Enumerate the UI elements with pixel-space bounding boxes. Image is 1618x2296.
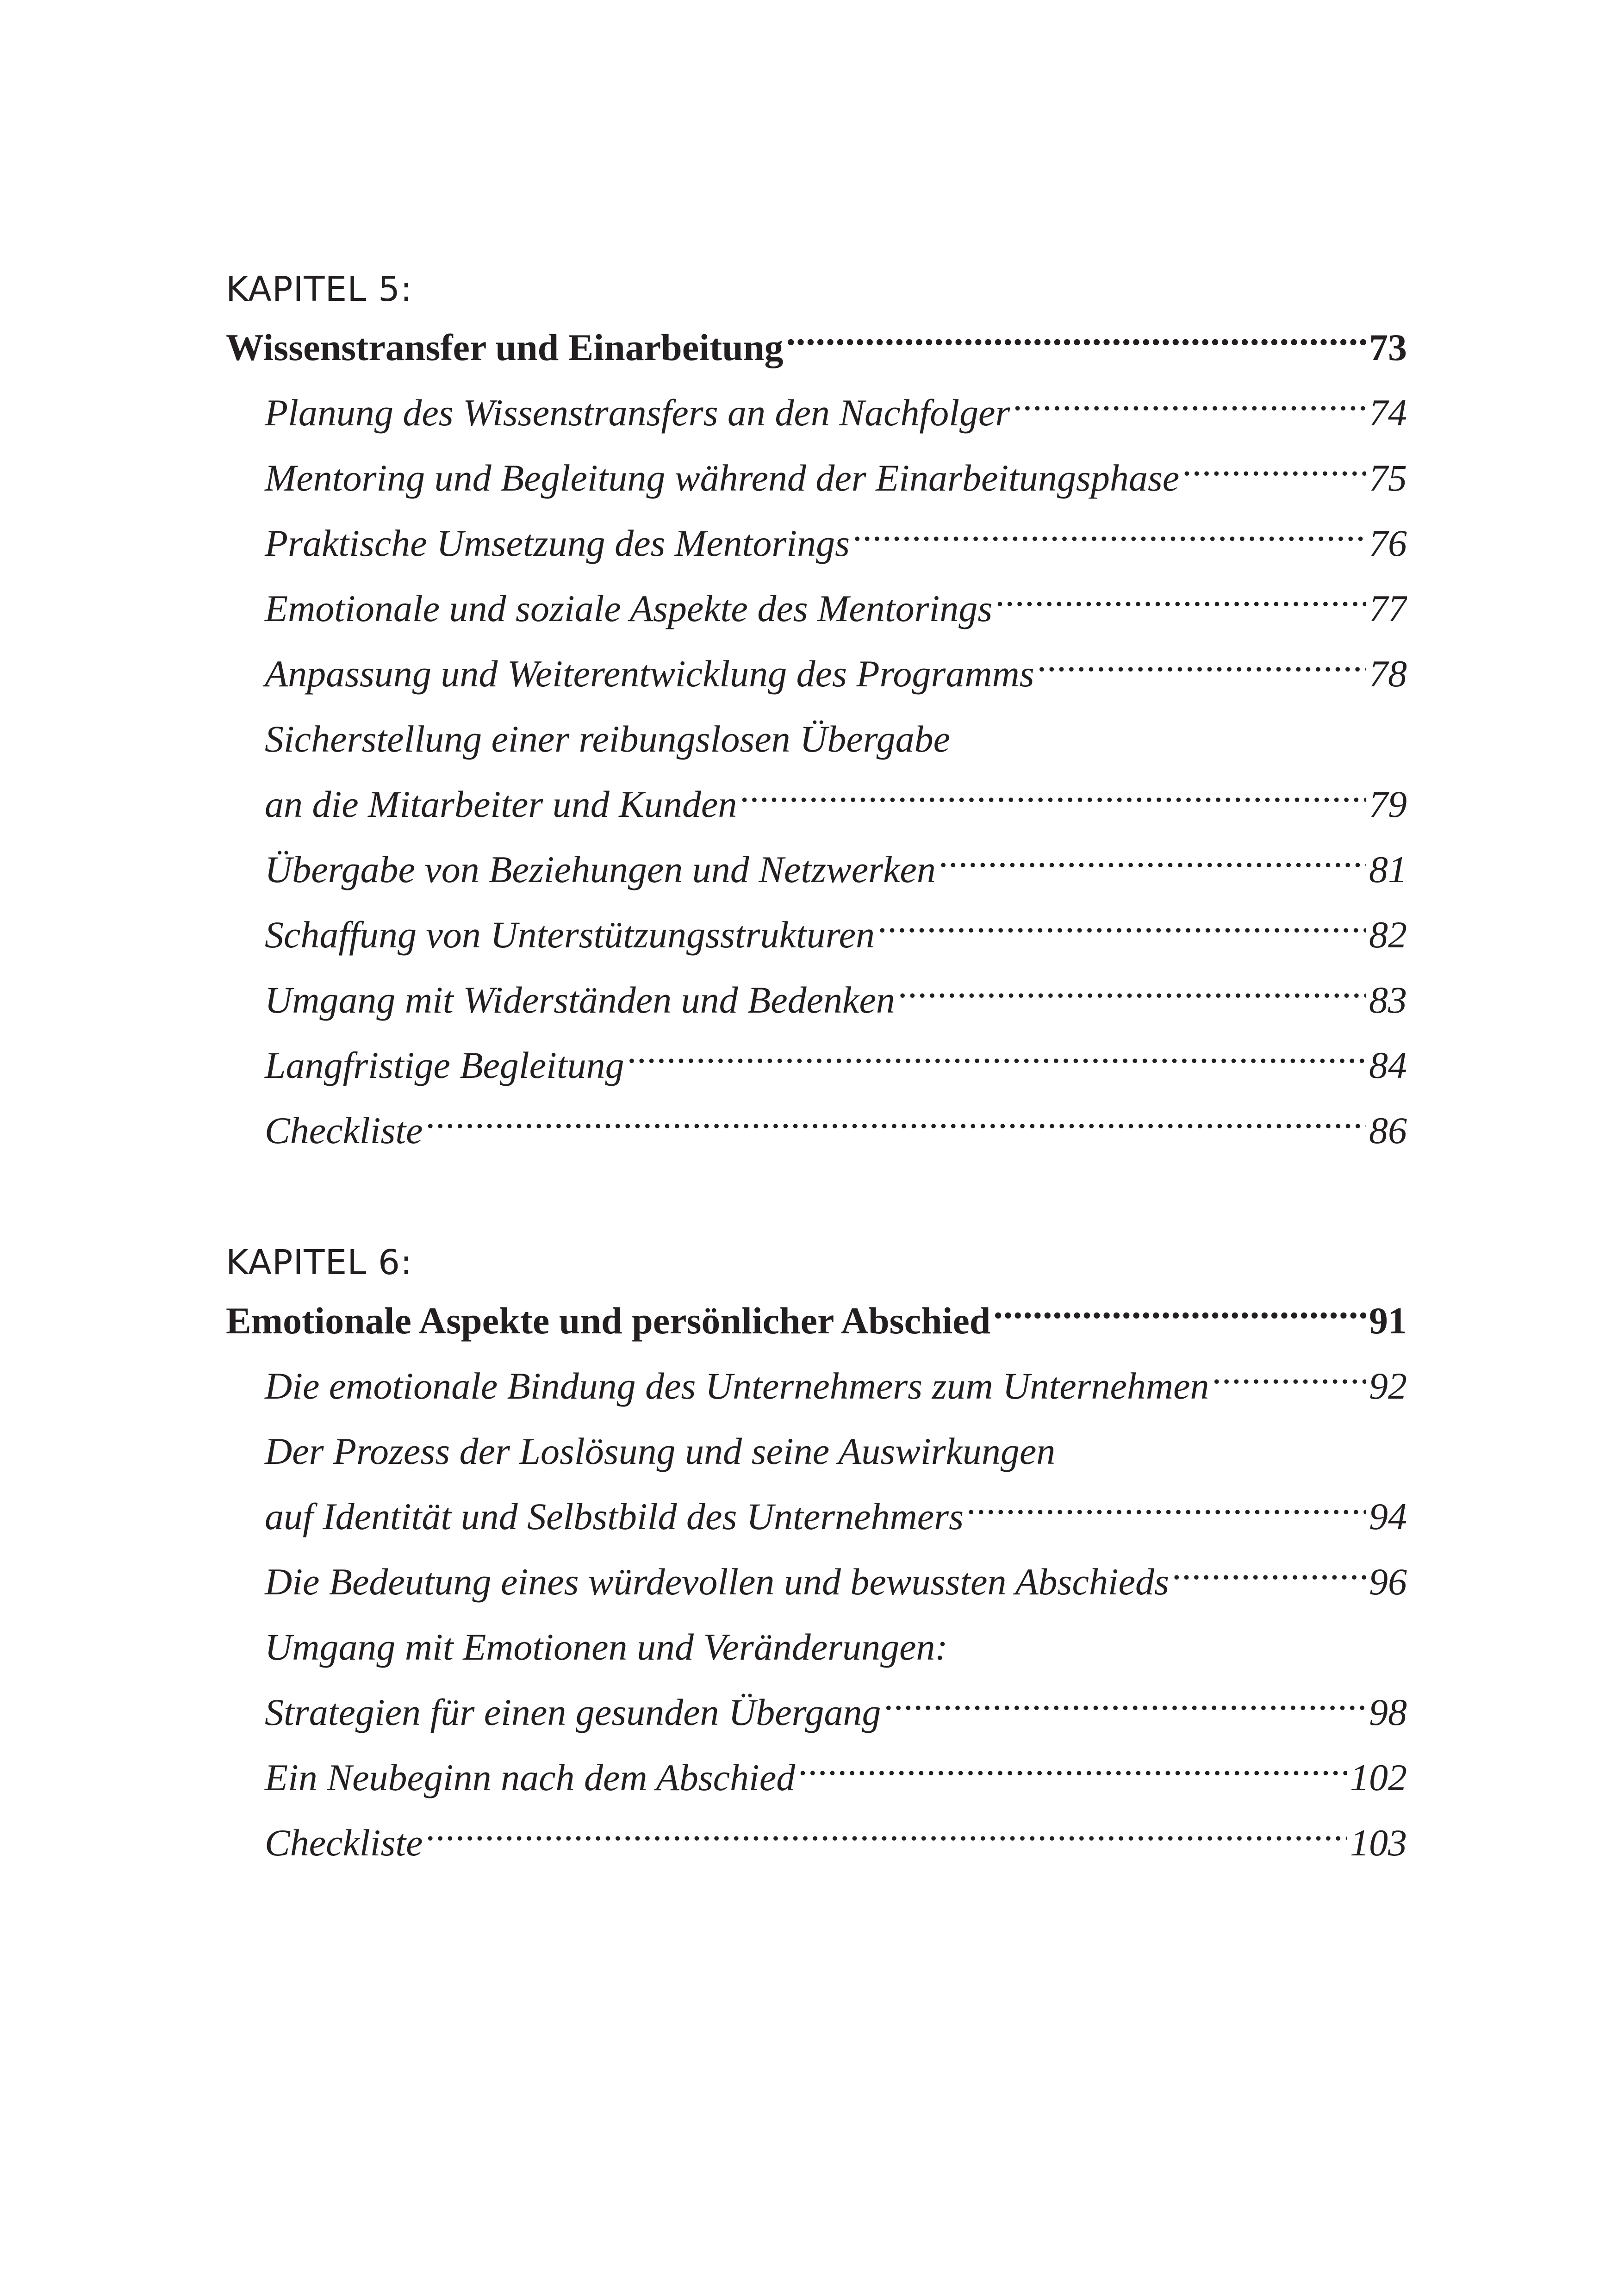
page-number: 82 — [1369, 914, 1407, 956]
entry-title: Umgang mit Widerständen und Bedenken — [265, 979, 895, 1021]
dot-leader — [798, 1752, 1347, 1790]
page-number: 91 — [1369, 1300, 1407, 1342]
toc-entry[interactable] — [226, 1484, 1407, 1549]
page-number: 98 — [1369, 1691, 1407, 1733]
chapter-title-row[interactable] — [226, 315, 1407, 380]
dot-leader — [740, 779, 1366, 817]
dot-leader — [884, 1687, 1367, 1725]
dot-leader — [786, 322, 1366, 360]
page-number: 83 — [1369, 979, 1407, 1021]
entry-title: Die emotionale Bindung des Unternehmers zum Unternehmen — [265, 1365, 1209, 1407]
dot-leader — [853, 518, 1366, 556]
toc-entry[interactable] — [226, 1549, 1407, 1614]
dot-leader — [1212, 1361, 1366, 1399]
entry-title: Schaffung von Unterstützungsstrukturen — [265, 914, 875, 956]
page-number: 103 — [1350, 1822, 1407, 1864]
page-number: 73 — [1369, 326, 1407, 368]
dot-leader — [877, 909, 1366, 947]
page-number: 76 — [1369, 522, 1407, 564]
page-number: 84 — [1369, 1044, 1407, 1086]
entry-title: auf Identität und Selbstbild des Unternehmers — [265, 1495, 964, 1537]
chapter-title-row[interactable] — [226, 1288, 1407, 1353]
entry-title: Emotionale und soziale Aspekte des Mentorings — [265, 587, 993, 629]
toc-entry[interactable] — [226, 576, 1407, 641]
entry-title: Planung des Wissenstransfers an den Nachfolger — [265, 392, 1010, 434]
chapter-title: Emotionale Aspekte und persönlicher Abschied — [226, 1300, 991, 1342]
page-number: 81 — [1369, 848, 1407, 890]
page-number: 86 — [1369, 1109, 1407, 1151]
entry-title: Die Bedeutung eines würdevollen und bewussten Abschieds — [265, 1561, 1169, 1603]
entry-title: Mentoring und Begleitung während der Einarbeitungsphase — [265, 457, 1180, 499]
dot-leader — [995, 583, 1366, 621]
entry-title: Langfristige Begleitung — [265, 1044, 624, 1086]
toc-entry[interactable] — [226, 380, 1407, 445]
toc-entry[interactable] — [226, 510, 1407, 576]
entry-title: Checkliste — [265, 1822, 423, 1864]
dot-leader — [426, 1817, 1347, 1855]
page-number: 92 — [1369, 1365, 1407, 1407]
toc-entry[interactable] — [226, 902, 1407, 967]
page-number: 96 — [1369, 1561, 1407, 1603]
page-number: 75 — [1369, 457, 1407, 499]
toc-entry[interactable] — [226, 967, 1407, 1033]
page-number: 102 — [1350, 1756, 1407, 1798]
dot-leader — [1182, 453, 1366, 491]
entry-title-line1: Sicherstellung einer reibungslosen Übergabe — [265, 718, 951, 760]
toc-entry[interactable] — [226, 1810, 1407, 1875]
toc-entry[interactable] — [226, 445, 1407, 510]
page-number: 79 — [1369, 783, 1407, 825]
entry-title-line1: Umgang mit Emotionen und Veränderungen: — [265, 1626, 948, 1668]
dot-leader — [966, 1491, 1366, 1529]
entry-title: Übergabe von Beziehungen und Netzwerken — [265, 848, 936, 890]
toc-entry[interactable] — [226, 837, 1407, 902]
toc-entry[interactable] — [226, 1680, 1407, 1745]
entry-title-line1: Der Prozess der Loslösung und seine Auswirkungen — [265, 1430, 1056, 1472]
chapter-label: KAPITEL 6: — [226, 1243, 413, 1282]
dot-leader — [627, 1040, 1366, 1078]
entry-title: Strategien für einen gesunden Übergang — [265, 1691, 881, 1733]
toc-entry[interactable] — [226, 1353, 1407, 1419]
toc-entry[interactable] — [226, 641, 1407, 706]
toc-entry-first-line[interactable] — [226, 706, 1407, 772]
chapter-label: KAPITEL 5: — [226, 269, 413, 309]
dot-leader — [1013, 387, 1366, 425]
dot-leader — [898, 975, 1366, 1013]
toc-entry-first-line[interactable] — [226, 1614, 1407, 1680]
entry-title: Ein Neubeginn nach dem Abschied — [265, 1756, 796, 1798]
chapter-6-section — [226, 1237, 1407, 1875]
page-number: 77 — [1369, 587, 1407, 629]
dot-leader — [993, 1295, 1366, 1333]
page-number: 94 — [1369, 1495, 1407, 1537]
entry-title: Anpassung und Weiterentwicklung des Programms — [265, 653, 1034, 695]
toc-entry[interactable] — [226, 772, 1407, 837]
toc-entry[interactable] — [226, 1745, 1407, 1810]
entry-title: an die Mitarbeiter und Kunden — [265, 783, 737, 825]
page-number: 74 — [1369, 392, 1407, 434]
toc-entry[interactable] — [226, 1033, 1407, 1098]
dot-leader — [1172, 1556, 1366, 1594]
page-number: 78 — [1369, 653, 1407, 695]
chapter-title: Wissenstransfer und Einarbeitung — [226, 326, 784, 368]
toc-entry[interactable] — [226, 1098, 1407, 1163]
dot-leader — [939, 844, 1366, 882]
dot-leader — [1037, 648, 1366, 686]
entry-title: Praktische Umsetzung des Mentorings — [265, 522, 850, 564]
dot-leader — [426, 1105, 1366, 1143]
toc-entry-first-line[interactable] — [226, 1419, 1407, 1484]
entry-title: Checkliste — [265, 1109, 423, 1151]
chapter-5-section — [226, 264, 1407, 1163]
